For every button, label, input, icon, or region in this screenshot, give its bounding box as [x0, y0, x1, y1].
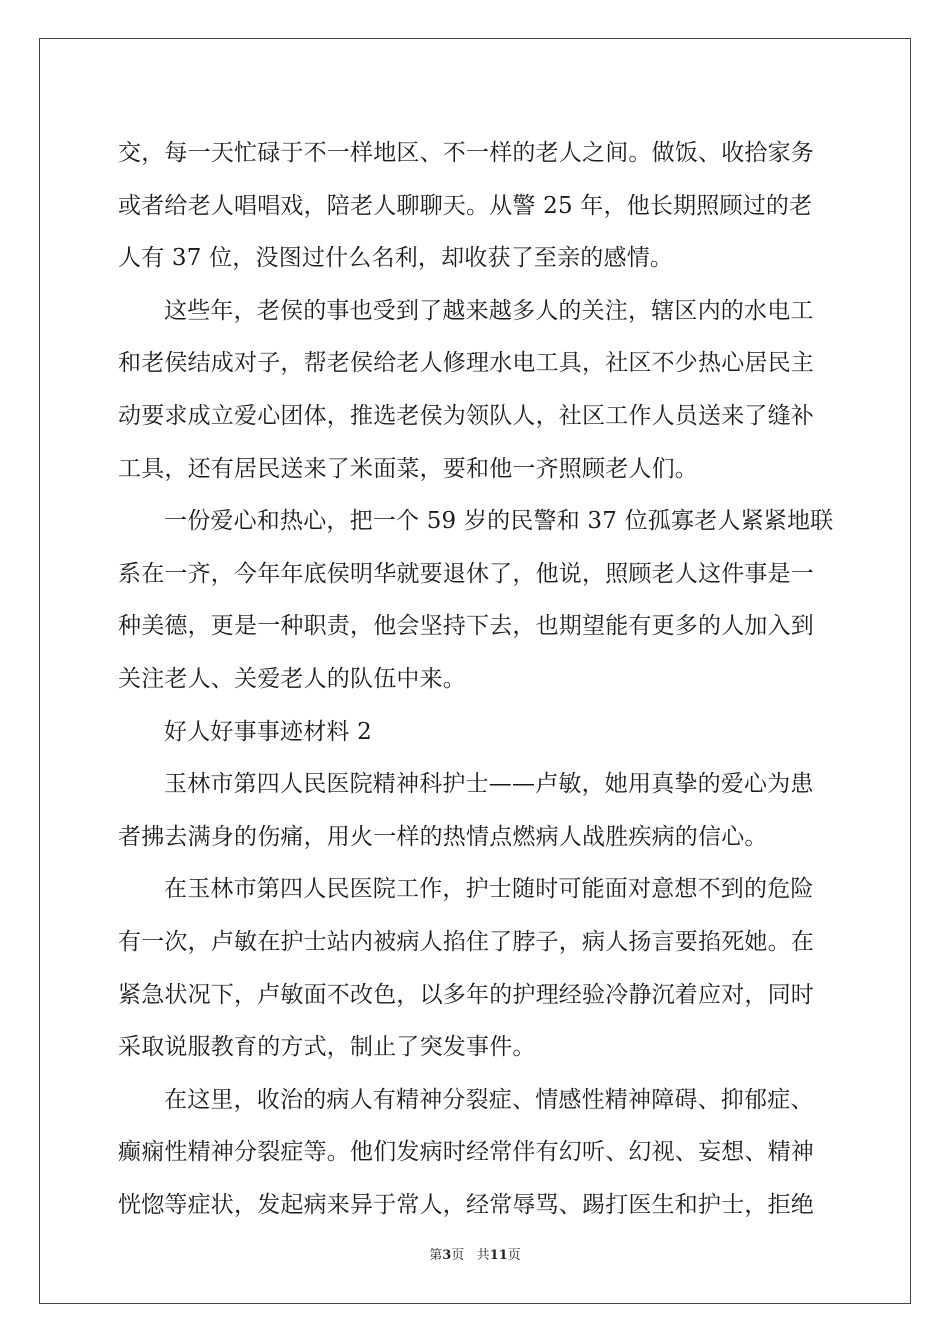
text-line: 恍惚等症状，发起病来异于常人，经常辱骂、踢打医生和护士，拒绝: [118, 1191, 814, 1218]
paragraph-patients: [118, 1074, 838, 1232]
page-suffix: 页: [451, 1248, 465, 1263]
text-line: 交，每一天忙碌于不一样地区、不一样的老人之间。做饭、收拾家务: [118, 140, 814, 166]
page-number: 3: [442, 1248, 452, 1263]
text-line: 紧急状况下，卢敏面不改色，以多年的护理经验冷静沉着应对，同时: [118, 981, 814, 1008]
text-line: 在玉林市第四人民医院工作，护士随时可能面对意想不到的危险: [164, 876, 814, 903]
text-line: 和老侯结成对子，帮老侯给老人修理水电工具，社区不少热心居民主: [118, 350, 814, 377]
paragraph-nurse-intro: [118, 758, 838, 863]
text-line: 系在一齐，今年年底侯明华就要退休了，他说，照顾老人这件事是一: [118, 560, 814, 587]
text-line: 人有 37 位，没图过什么名利，却收获了至亲的感情。: [118, 245, 674, 272]
heading-text: 好人好事事迹材料 2: [164, 718, 372, 745]
text-line: 动要求成立爱心团体，推选老侯为领队人，社区工作人员送来了缝补: [118, 402, 814, 429]
section-heading: [118, 706, 838, 759]
text-line: 有一次，卢敏在护士站内被病人掐住了脖子，病人扬言要掐死她。在: [118, 928, 814, 955]
total-prefix: 共: [476, 1248, 490, 1263]
document-body: [118, 127, 838, 1231]
page-prefix: 第: [429, 1248, 443, 1263]
paragraph-danger: [118, 863, 838, 1073]
text-line: 工具，还有居民送来了米面菜，要和他一齐照顾老人们。: [118, 455, 698, 482]
text-line: 采取说服教育的方式，制止了突发事件。: [118, 1034, 536, 1061]
text-line: 种美德，更是一种职责，他会坚持下去，也期望能有更多的人加入到: [118, 613, 814, 640]
text-line: 一份爱心和热心，把一个 59 岁的民警和 37 位孤寡老人紧紧地联: [164, 508, 834, 535]
text-line: 关注老人、关爱老人的队伍中来。: [118, 665, 466, 692]
text-line: 癫痫性精神分裂症等。他们发病时经常伴有幻听、幻视、妄想、精神: [118, 1139, 814, 1166]
paragraph-retirement: [118, 495, 838, 705]
page-footer: [0, 1244, 950, 1263]
text-line: 者拂去满身的伤痛，用火一样的热情点燃病人战胜疾病的信心。: [118, 823, 768, 850]
text-line: 或者给老人唱唱戏，陪老人聊聊天。从警 25 年，他长期照顾过的老: [118, 192, 813, 219]
text-line: 玉林市第四人民医院精神科护士——卢敏，她用真挚的爱心为患: [164, 771, 814, 798]
total-pages: 11: [489, 1248, 508, 1263]
text-line: 在这里，收治的病人有精神分裂症、情感性精神障碍、抑郁症、: [164, 1086, 814, 1113]
paragraph-community: [118, 285, 838, 495]
paragraph-continuation: [118, 127, 838, 285]
text-line: 这些年，老侯的事也受到了越来越多人的关注，辖区内的水电工: [164, 297, 814, 324]
total-suffix: 页: [507, 1248, 521, 1263]
